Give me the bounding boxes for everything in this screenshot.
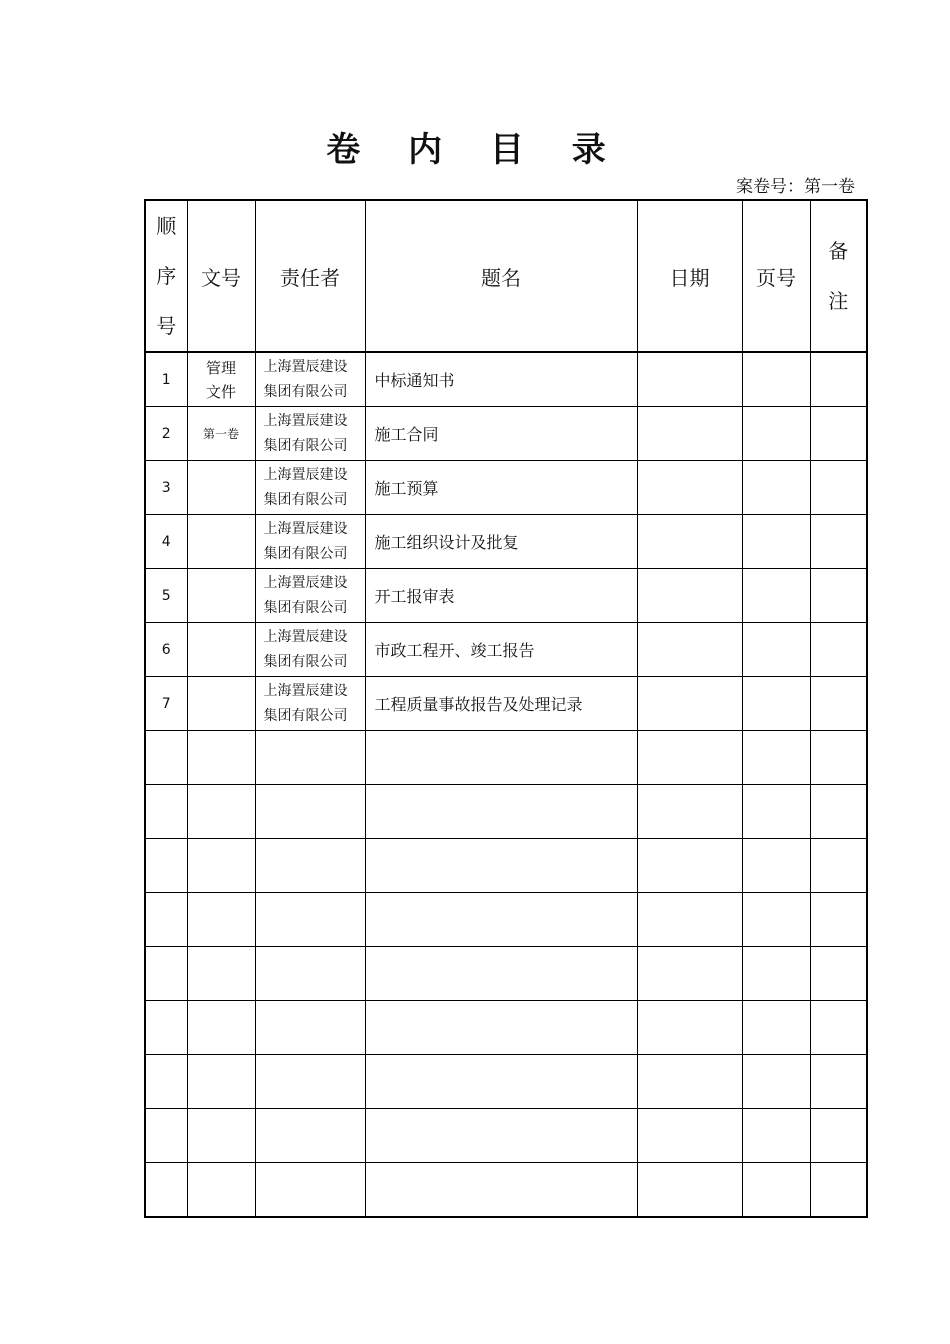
cell-title	[365, 893, 637, 947]
cell-title: 施工组织设计及批复	[365, 515, 637, 569]
header-row	[145, 200, 867, 352]
cell-page	[742, 839, 810, 893]
header-date: 日期	[637, 200, 742, 352]
cell-seq	[145, 731, 187, 785]
cell-seq: 1	[145, 352, 187, 407]
cell-title: 开工报审表	[365, 569, 637, 623]
cell-responsible-line: 集团有限公司	[263, 545, 348, 562]
header-seq-char: 顺	[156, 214, 177, 238]
cell-date	[637, 461, 742, 515]
cell-remarks	[810, 1163, 867, 1218]
cell-title	[365, 839, 637, 893]
cell-title	[365, 947, 637, 1001]
cell-title: 市政工程开、竣工报告	[365, 623, 637, 677]
cell-doc-no	[187, 731, 255, 785]
cell-responsible-line: 上海置辰建设	[263, 466, 348, 483]
cell-responsible	[255, 1055, 365, 1109]
cell-page	[742, 1055, 810, 1109]
header-doc-no: 文号	[187, 200, 255, 352]
cell-doc-no	[187, 461, 255, 515]
cell-responsible	[255, 623, 365, 677]
cell-responsible-line: 集团有限公司	[263, 599, 348, 616]
table-row	[145, 1109, 867, 1163]
cell-responsible	[255, 785, 365, 839]
cell-page	[742, 407, 810, 461]
cell-date	[637, 1163, 742, 1218]
cell-title: 施工预算	[365, 461, 637, 515]
cell-date	[637, 839, 742, 893]
header-title: 题名	[365, 200, 637, 352]
cell-remarks	[810, 569, 867, 623]
cell-remarks	[810, 623, 867, 677]
table-row	[145, 461, 867, 515]
cell-date	[637, 352, 742, 407]
cell-responsible-line: 上海置辰建设	[263, 358, 348, 375]
cell-remarks	[810, 407, 867, 461]
table-row	[145, 1055, 867, 1109]
cell-page	[742, 461, 810, 515]
cell-page	[742, 893, 810, 947]
cell-date	[637, 407, 742, 461]
cell-doc-no	[187, 1001, 255, 1055]
table-row	[145, 731, 867, 785]
cell-doc-no	[187, 569, 255, 623]
table-row	[145, 623, 867, 677]
cell-doc-no-line: 管理	[205, 358, 236, 377]
cell-doc-no	[187, 352, 255, 407]
cell-responsible	[255, 1163, 365, 1218]
cell-responsible	[255, 839, 365, 893]
cell-remarks	[810, 677, 867, 731]
cell-remarks	[810, 515, 867, 569]
cell-doc-no	[187, 1163, 255, 1218]
cell-remarks	[810, 1055, 867, 1109]
cell-remarks	[810, 461, 867, 515]
cell-responsible-line: 集团有限公司	[263, 653, 348, 670]
volume-number: 案卷号：第一卷	[736, 177, 855, 197]
cell-title: 中标通知书	[365, 352, 637, 407]
cell-title: 工程质量事故报告及处理记录	[365, 677, 637, 731]
cell-seq: 2	[145, 407, 187, 461]
cell-responsible	[255, 947, 365, 1001]
cell-seq: 5	[145, 569, 187, 623]
cell-responsible-line: 上海置辰建设	[263, 574, 348, 591]
cell-date	[637, 569, 742, 623]
cell-responsible-line: 上海置辰建设	[263, 682, 348, 699]
cell-title	[365, 785, 637, 839]
catalog-table	[144, 199, 868, 1218]
page-title: 卷 内 目 录	[326, 130, 624, 170]
header-responsible: 责任者	[255, 200, 365, 352]
cell-remarks	[810, 731, 867, 785]
cell-date	[637, 1055, 742, 1109]
cell-seq	[145, 1109, 187, 1163]
cell-page	[742, 731, 810, 785]
cell-page	[742, 515, 810, 569]
cell-responsible	[255, 893, 365, 947]
header-remarks-char: 备	[828, 239, 849, 263]
cell-date	[637, 1001, 742, 1055]
table-row	[145, 515, 867, 569]
cell-seq	[145, 893, 187, 947]
table-row	[145, 785, 867, 839]
cell-remarks	[810, 947, 867, 1001]
cell-seq	[145, 785, 187, 839]
cell-doc-no-line: 第一卷	[202, 426, 239, 441]
table-row	[145, 352, 867, 407]
cell-doc-no	[187, 893, 255, 947]
cell-title	[365, 731, 637, 785]
header-seq-char: 号	[156, 314, 177, 338]
cell-page	[742, 623, 810, 677]
cell-remarks	[810, 1109, 867, 1163]
cell-doc-no	[187, 623, 255, 677]
cell-seq: 7	[145, 677, 187, 731]
cell-responsible	[255, 569, 365, 623]
cell-remarks	[810, 893, 867, 947]
cell-responsible	[255, 407, 365, 461]
cell-doc-no	[187, 677, 255, 731]
cell-title	[365, 1163, 637, 1218]
cell-date	[637, 785, 742, 839]
cell-title	[365, 1055, 637, 1109]
cell-remarks	[810, 839, 867, 893]
cell-date	[637, 515, 742, 569]
cell-responsible-line: 集团有限公司	[263, 491, 348, 508]
cell-responsible	[255, 461, 365, 515]
cell-doc-no-line: 文件	[205, 382, 236, 401]
cell-remarks	[810, 352, 867, 407]
cell-responsible-line: 集团有限公司	[263, 437, 348, 454]
cell-date	[637, 1109, 742, 1163]
cell-seq	[145, 947, 187, 1001]
cell-date	[637, 677, 742, 731]
catalog-body	[145, 352, 867, 1217]
cell-seq: 3	[145, 461, 187, 515]
cell-doc-no	[187, 515, 255, 569]
table-row	[145, 677, 867, 731]
table-row	[145, 569, 867, 623]
cell-doc-no	[187, 407, 255, 461]
table-row	[145, 1001, 867, 1055]
cell-doc-no	[187, 785, 255, 839]
cell-seq: 4	[145, 515, 187, 569]
cell-page	[742, 947, 810, 1001]
cell-date	[637, 947, 742, 1001]
cell-title: 施工合同	[365, 407, 637, 461]
cell-responsible	[255, 677, 365, 731]
cell-seq	[145, 1001, 187, 1055]
cell-doc-no	[187, 1055, 255, 1109]
cell-remarks	[810, 1001, 867, 1055]
cell-title	[365, 1109, 637, 1163]
cell-date	[637, 893, 742, 947]
cell-date	[637, 731, 742, 785]
cell-page	[742, 569, 810, 623]
cell-page	[742, 677, 810, 731]
cell-page	[742, 785, 810, 839]
cell-responsible-line: 上海置辰建设	[263, 412, 348, 429]
cell-page	[742, 352, 810, 407]
header-seq	[145, 200, 187, 352]
table-row	[145, 893, 867, 947]
header-page: 页号	[742, 200, 810, 352]
cell-responsible	[255, 1001, 365, 1055]
cell-responsible	[255, 731, 365, 785]
cell-responsible-line: 上海置辰建设	[263, 520, 348, 537]
cell-title	[365, 1001, 637, 1055]
cell-page	[742, 1001, 810, 1055]
cell-responsible-line: 集团有限公司	[263, 707, 348, 724]
cell-doc-no	[187, 839, 255, 893]
header-seq-char: 序	[156, 264, 177, 288]
cell-page	[742, 1163, 810, 1218]
cell-doc-no	[187, 1109, 255, 1163]
cell-responsible-line: 集团有限公司	[263, 383, 348, 400]
table-row	[145, 407, 867, 461]
cell-seq	[145, 1055, 187, 1109]
cell-doc-no	[187, 947, 255, 1001]
cell-seq: 6	[145, 623, 187, 677]
cell-date	[637, 623, 742, 677]
table-row	[145, 1163, 867, 1218]
cell-seq	[145, 1163, 187, 1218]
header-remarks-char: 注	[828, 289, 849, 313]
cell-page	[742, 1109, 810, 1163]
cell-responsible	[255, 1109, 365, 1163]
cell-responsible-line: 上海置辰建设	[263, 628, 348, 645]
cell-seq	[145, 839, 187, 893]
header-remarks	[810, 200, 867, 352]
cell-responsible	[255, 515, 365, 569]
cell-responsible	[255, 352, 365, 407]
table-row	[145, 947, 867, 1001]
cell-remarks	[810, 785, 867, 839]
table-row	[145, 839, 867, 893]
